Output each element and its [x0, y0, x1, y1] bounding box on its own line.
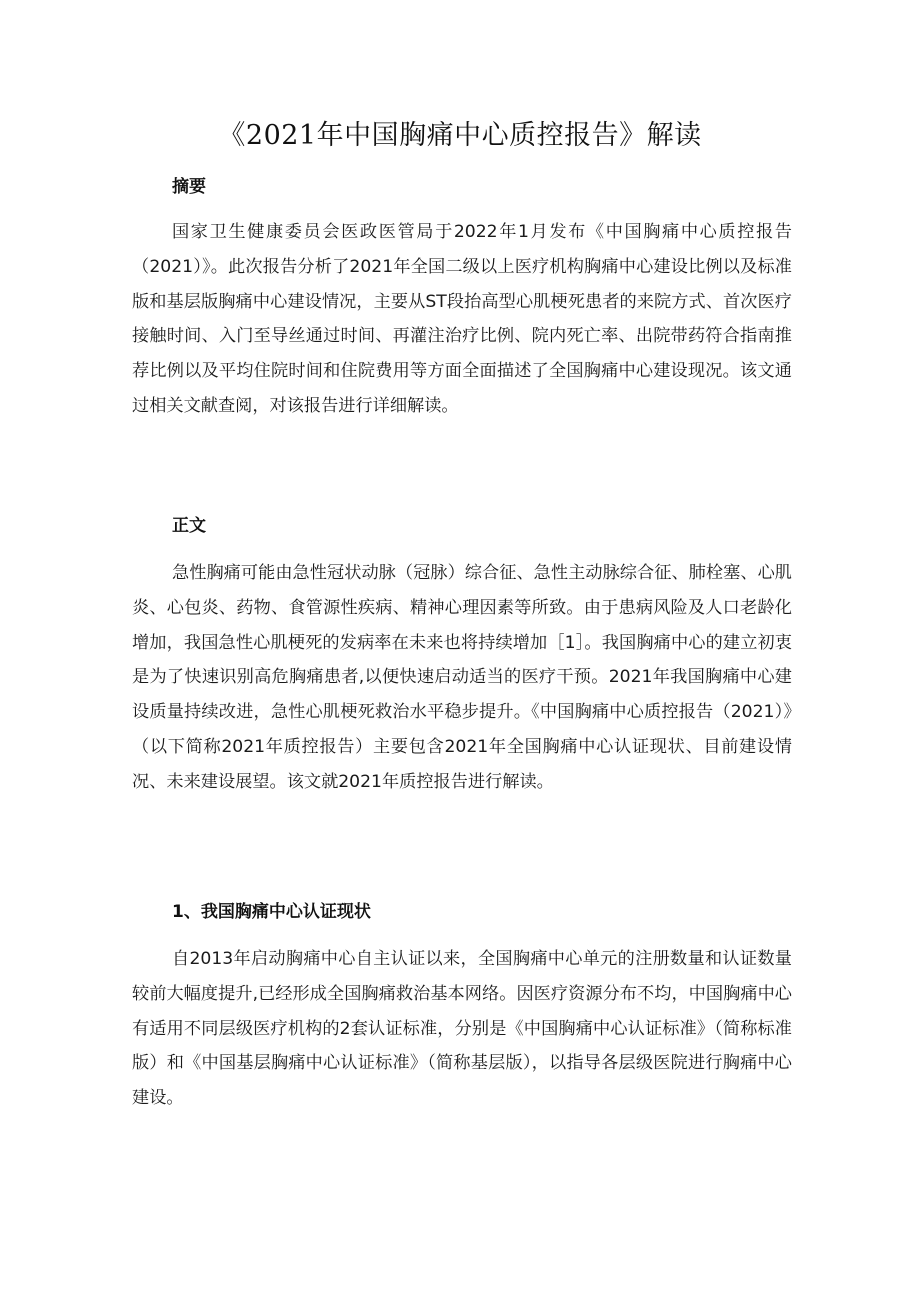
abstract-paragraph: 国家卫生健康委员会医政医管局于2022年1月发布《中国胸痛中心质控报告（2021）》。此次报告分析了2021年全国二级以上医疗机构胸痛中心建设比例以及标准版和基层版胸痛中心建设情况，主要从ST段抬高型心肌梗死患者的来院方式、首次医疗接触时间、入门至导丝通过时间、再灌注治疗比例、院内死亡率、出院带药符合指南推荐比例以及平均住院时间和住院费用等方面全面描述了全国胸痛中心建设现况。该文通过相关文献查阅，对该报告进行详细解读。 [132, 222, 792, 416]
document-title: 《2021年中国胸痛中心质控报告》解读 [218, 120, 702, 151]
body-paragraph: 急性胸痛可能由急性冠状动脉（冠脉）综合征、急性主动脉综合征、肺栓塞、心肌炎、心包炎、药物、食管源性疾病、精神心理因素等所致。由于患病风险及人口老龄化增加，我国急性心肌梗死的发病率在未来也将持续增加［1］。我国胸痛中心的建立初衷是为了快速识别高危胸痛患者,以便快速启动适当的医疗干预。2021年我国胸痛中心建设质量持续改进，急性心肌梗死救治水平稳步提升。《中国胸痛中心质控报告（2021）》（以下简称2021年质控报告）主要包含2021年全国胸痛中心认证现状、目前建设情况、未来建设展望。该文就2021年质控报告进行解读。 [132, 563, 792, 792]
abstract-heading: 摘要 [172, 177, 206, 197]
section1-paragraph: 自2013年启动胸痛中心自主认证以来，全国胸痛中心单元的注册数量和认证数量较前大幅度提升,已经形成全国胸痛救治基本网络。因医疗资源分布不均，中国胸痛中心有适用不同层级医疗机构的2套认证标准，分别是《中国胸痛中心认证标准》（简称标准版）和《中国基层胸痛中心认证标准》（简称基层版），以指导各层级医院进行胸痛中心建设。 [132, 949, 792, 1109]
body-heading: 正文 [172, 516, 206, 536]
section1-heading: 1、我国胸痛中心认证现状 [172, 902, 371, 922]
